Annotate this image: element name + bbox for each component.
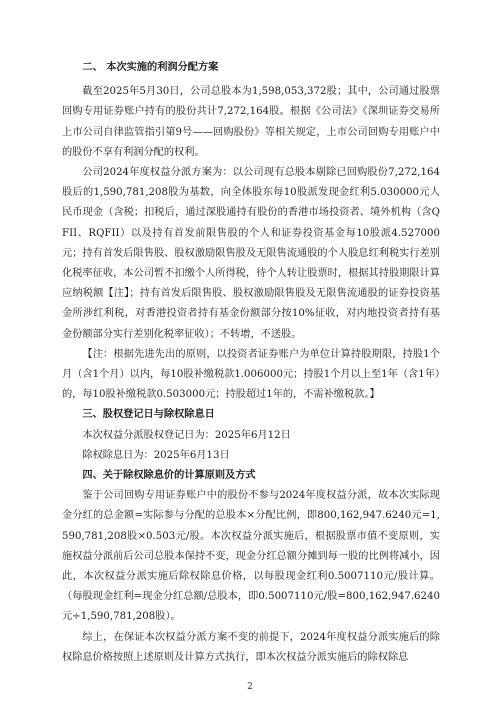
- paragraph-summary: 综上，在保证本次权益分派方案不变的前提下，2024年度权益分派实施后的除权除息价格按照上述原则及计算方式执行，即本次权益分派实施后的除权除息: [62, 631, 440, 663]
- document-body: [62, 58, 440, 668]
- paragraph-record-date: 本次权益分派股权登记日为：2025年6月12日: [82, 429, 291, 441]
- section-heading-profit-distribution: 二、 本次实施的利润分配方案: [82, 62, 219, 73]
- paragraph-share-capital: 截至2025年5月30日，公司总股本为1,598,053,372股；其中，公司通过股票回购专用证券账户持有的股份共计7,272,164股。根据《公司法》《深圳证券交易所上市公司自律监管指引第9号——回购股份》等相关规定，上市公司回购专用账户中的股份不享有利润分配的权利。: [62, 86, 440, 158]
- paragraph-tax-note: 【注：根据先进先出的原则，以投资者证券账户为单位计算持股期限，持股1个月（含1个月）以内，每10股补缴税款1.006000元；持股1个月以上至1年（含1年）的，每10股补缴税款0.503000元；持股超过1年的，不需补缴税款。】: [62, 348, 440, 401]
- section-heading-ex-price-calc: 四、关于除权除息价的计算原则及方式: [82, 470, 256, 482]
- section-heading-record-date: 三、股权登记日与除权除息日: [82, 409, 215, 421]
- paragraph-dividend-plan: 公司2024年度权益分派方案为：以公司现有总股本剔除已回购股份7,272,164股后的1,590,781,208股为基数，向全体股东每10股派发现金红利5.030000元人民币现金（含税；扣税后，通过深股通持有股份的香港市场投资者、境外机构（含QFII、RQFII）以及持有首发前限售股的个人和证券投资基金每10股派4.527000元；持有首发后限售股、股权激励限售股及无限售流通股的个人股息红利税实行差别化税率征收，本公司暂不扣缴个人所得税，待个人转让股票时，根据其持股期限计算应纳税额【注】；持有首发后限售股、股权激励限售股及无限售流通股的证券投资基金所涉红利税，对香港投资者持有基金份额部分按10%征收，对内地投资者持有基金份额部分实行差别化税率征收）；不转增，不送股。: [62, 167, 440, 340]
- paragraph-calculation: 鉴于公司回购专用证券账户中的股份不参与2024年度权益分派，故本次实际现金分红的总金额=实际参与分配的总股本×分配比例，即800,162,947.6240元=1,590,781,208股×0.503元/股。本次权益分派实施后，根据股票市值不变原则，实施权益分派前后公司总股本保持不变，现金分红总额分摊到每一股的比例将减小，因此，本次权益分派实施后除权除息价格，以每股现金红利0.5007110元/股计算。（每股现金红利=现金分红总额/总股本，即0.5007110元/股=800,162,947.6240元÷1,590,781,208股）。: [62, 490, 440, 623]
- page-number: 2: [247, 682, 253, 692]
- paragraph-ex-dividend-date: 除权除息日为：2025年6月13日: [82, 449, 230, 461]
